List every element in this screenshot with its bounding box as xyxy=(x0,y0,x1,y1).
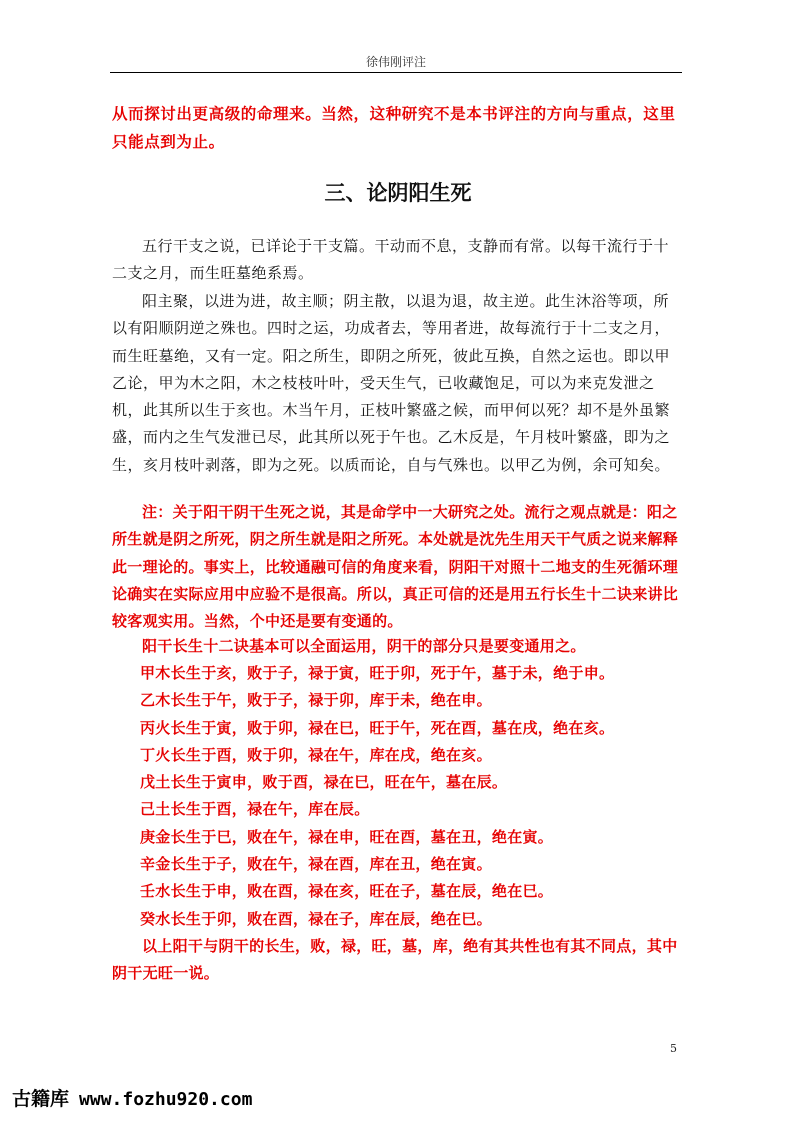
list-item: 癸水长生于卯，败在酉，禄在子，库在辰，绝在巳。 xyxy=(140,909,492,928)
body-paragraph-1: 五行干支之说，已详论于干支篇。干动而不息，支静而有常。以每干流行于十二支之月，而生旺墓绝系焉。 xyxy=(112,237,670,283)
annotation-continuation: 从而探讨出更高级的命理来。当然，这种研究不是本书评注的方向与重点，这里只能点到为止。 xyxy=(112,104,676,151)
list-item: 乙木长生于午，败于子，禄于卯，库于未，绝在申。 xyxy=(140,691,492,710)
list-item: 甲木长生于亥，败于子，禄于寅，旺于卯，死于午，墓于未，绝于申。 xyxy=(140,664,615,682)
annotation-note-2: 阳干长生十二诀基本可以全面运用，阴干的部分只是要变通用之。 xyxy=(142,637,586,655)
chapter-title: 三、论阴阳生死 xyxy=(324,180,472,205)
list-item: 庚金长生于巳，败在午，禄在申，旺在酉，墓在丑，绝在寅。 xyxy=(140,827,554,846)
list-item: 丙火长生于寅，败于卯，禄在巳，旺于午，死在酉，墓在戌，绝在亥。 xyxy=(140,718,615,737)
twelve-stages-list xyxy=(140,660,684,933)
footer-url: www.fozhu920.com xyxy=(79,1089,253,1110)
body-paragraph-2: 阳主聚，以进为进，故主顺；阴主散，以退为退，故主逆。此生沐浴等项，所以有阳顺阴逆之殊也。四时之运，功成者去，等用者进，故每流行于十二支之月，而生旺墓绝，又有一定。阳之所生，即阴之所死，彼此互换，自然之运也。即以甲乙论，甲为木之阳，木之枝枝叶叶，受天生气，已收藏饱足，可以为来克发泄之机，此其所以生于亥也。木当午月，正枝叶繁盛之候，而甲何以死？却不是外虽繁盛，而内之生气发泄已尽，此其所以死于午也。乙木反是，午月枝叶繁盛，即为之生，亥月枝叶剥落，即为之死。以质而论，自与气殊也。以甲乙为例，余可知矣。 xyxy=(112,292,671,474)
annotation-note-1: 注：关于阳干阴干生死之说，其是命学中一大研究之处。流行之观点就是：阳之所生就是阴之所死，阴之所生就是阳之所死。本处就是沈先生用天干气质之说来解释此一理论的。事实上，比较通融可信的角度来看，阴阳干对照十二地支的生死循环理论确实在实际应用中应验不是很高。所以，真正可信的还是用五行长生十二诀来讲比较客观实用。当然，个中还是要有变通的。 xyxy=(112,503,679,631)
list-item: 壬水长生于申，败在酉，禄在亥，旺在子，墓在辰，绝在巳。 xyxy=(140,882,554,901)
footer-brand-name: 古籍库 xyxy=(12,1088,70,1110)
list-item: 辛金长生于子，败在午，禄在酉，库在丑，绝在寅。 xyxy=(140,855,492,874)
list-item: 己土长生于酉，禄在午，库在辰。 xyxy=(140,800,370,819)
footer-watermark xyxy=(12,1086,252,1113)
list-item: 丁火长生于酉，败于卯，禄在午，库在戌，绝在亥。 xyxy=(140,745,492,764)
page-number: 5 xyxy=(670,1042,677,1055)
list-item: 戊土长生于寅申，败于酉，禄在巳，旺在午，墓在辰。 xyxy=(140,773,508,792)
header-divider xyxy=(110,72,682,73)
annotation-note-3: 以上阳干与阴干的长生，败，禄，旺，墓，库，绝有其共性也有其不同点，其中阴干无旺一说。 xyxy=(112,937,678,983)
running-header: 徐伟刚评注 xyxy=(365,55,426,69)
